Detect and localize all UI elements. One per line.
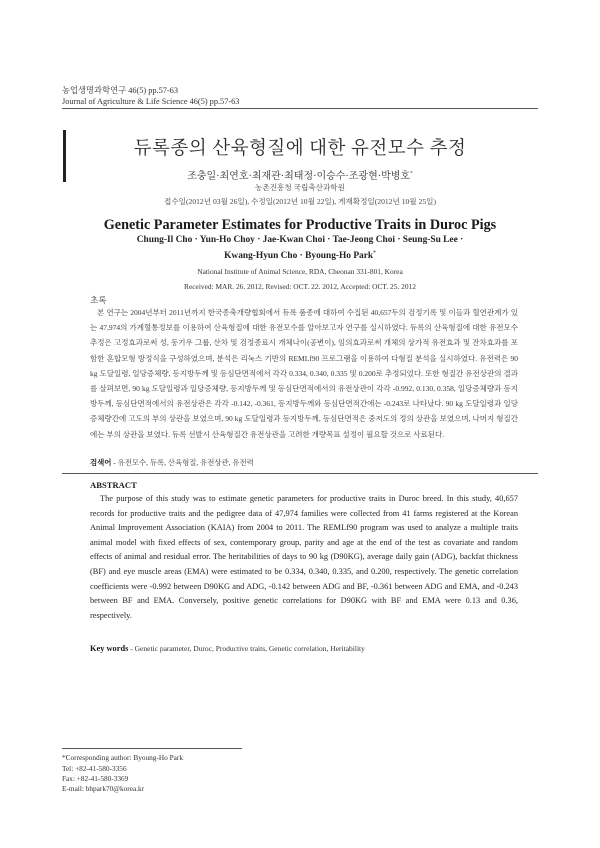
keywords-korean <box>90 457 254 468</box>
keywords-korean-label: 검색어 <box>90 458 112 467</box>
authors-english-line1: Chung-Il Cho · Yun-Ho Choy · Jae-Kwan Choi · Tae-Jeong Choi · Seung-Su Lee · <box>136 235 464 245</box>
corresponding-mark: * <box>410 170 413 177</box>
authors-english-line2-names: Kwang-Hyun Cho · Byoung-Ho Park <box>224 251 374 261</box>
footnote-tel: Tel: +82-41-580-3356 <box>62 764 127 773</box>
title-english: Genetic Parameter Estimates for Productive Traits in Duroc Pigs <box>103 217 497 233</box>
abstract-korean-body: 본 연구는 2004년부터 2011년까지 한국종축개량협회에서 듀록 품종에 대하여 수집된 40,657두의 검정기록 및 이들과 혈연관계가 있는 47,974의 가계혈통정보를 이용하여 산육형질에 대한 유전모수를 알아보고자 연구를 실시하였다. 듀록의 산육형질에 대한 유전모수 추정은 고정효과로써 성, 동기우 그룹, 산차 및 검정종료시 개체나이(공변이), 임의효과로써 개체의 상가적 유전효과 및 잔차효과를 포함한 혼합모형 방정식을 구성하였으며, 분석은 리눅스 기반의 REMLf90 프로그램을 이용하여 다형질 분석을 실시하였다. 유전력은 90 kg 도달일령, 일당증체량, 등지방두께 및 등심단면적에서 각각 0.334, 0.340, 0.335 및 0.200로 추정되었다. 또한 형질간 유전상관의 결과를 살펴보면, 90 kg 도달일령과 일당증체량, 등지방두께 및 등심단면적에서의 유전상관이 각각 -0.992, 0.130, 0.358, 일당증체량과 등지방두께, 등심단면적에서의 유전상관은 각각 -0.142, -0.361, 등지방두께와 등심단면적간에는 -0.243로 나타났다. 90 kg 도달일령과 일당증체량간에 고도의 부의 상관을 보였으며, 90 kg 도달일령과 등지방두께, 등심단면적은 중저도의 정의 상관을 보였으며, 나머지 형질간에는 부의 상관을 보였다. 듀록 선발시 산육형질간 유전상관을 고려한 개량목표 설정이 필요할 것으로 사료된다. <box>90 308 518 439</box>
keywords-english-list: - Genetic parameter, Duroc, Productive traits, Genetic correlation, Heritability <box>128 644 365 653</box>
abstract-english-heading: ABSTRACT <box>90 480 137 490</box>
keywords-korean-list: - 유전모수, 듀록, 산육형질, 유전상관, 유전력 <box>111 458 254 467</box>
dates-english: Received: MAR. 26. 2012, Revised: OCT. 22. 2012, Accepted: OCT. 25. 2012 <box>184 282 416 291</box>
title-korean: 듀록종의 산육형질에 대한 유전모수 추정 <box>133 139 467 159</box>
header-rule <box>62 108 538 109</box>
affiliation-korean: 농촌진흥청 국립축산과학원 <box>255 183 345 192</box>
footnote-fax: Fax: +82-41-580-3369 <box>62 774 129 783</box>
section-rule <box>62 473 538 474</box>
keywords-english <box>90 644 365 653</box>
footnote-email[interactable]: E-mail: bhpark70@korea.kr <box>62 784 145 793</box>
footnote-corresponding-author: *Corresponding author: Byoung-Ho Park <box>62 753 183 762</box>
journal-citation-en: Journal of Agriculture & Life Science 46(5) pp.57-63 <box>62 97 240 106</box>
authors-korean <box>0 167 600 182</box>
authors-korean-names: 조충일·최연호·최재관·최태정·이승수·조광현·박병호 <box>187 171 411 182</box>
journal-citation-ko: 농업생명과학연구 46(5) pp.57-63 <box>62 86 178 95</box>
abstract-english-body: The purpose of this study was to estimate genetic parameters for productive traits in Duroc breed. In this study, 40,657 records for productive traits and the pedigree data of 47,974 families were collected from 41 farms registered at the Korean Animal Improvement Association (KAIA) from 2004 to 2011. The REMLf90 program was used to analyze a multiple traits animal model with fixed effects of sex, contemporary group, parity and age at the end of the test as covariate and random effects of animal and residual error. The heritabilities of days to 90 kg (D90KG), average daily gain (ADG), backfat thickness (BF) and eye muscle areas (EMA) were estimated to be 0.334, 0.340, 0.335, and 0.200, respectively. The genetic correlation coefficients were -0.992 between D90KG and ADG, -0.142 between ADG and BF, -0.361 between ADG and EMA, and -0.243 between BF and EMA. Conversely, positive genetic correlations for D90KG with BF and EMA were 0.13 and 0.36, respectively. <box>90 494 518 620</box>
footnote-rule <box>62 748 242 749</box>
corresponding-mark-en: * <box>373 249 376 256</box>
authors-english-line2 <box>0 251 600 261</box>
affiliation-english: National Institute of Animal Science, RDA, Cheonan 331-801, Korea <box>197 267 403 276</box>
keywords-english-label: Key words <box>90 644 129 653</box>
abstract-korean-heading: 초록 <box>90 295 107 305</box>
dates-korean: 접수일(2012년 03월 26일), 수정일(2012년 10월 22일), 게재확정일(2012년 10월 25일) <box>164 197 436 206</box>
